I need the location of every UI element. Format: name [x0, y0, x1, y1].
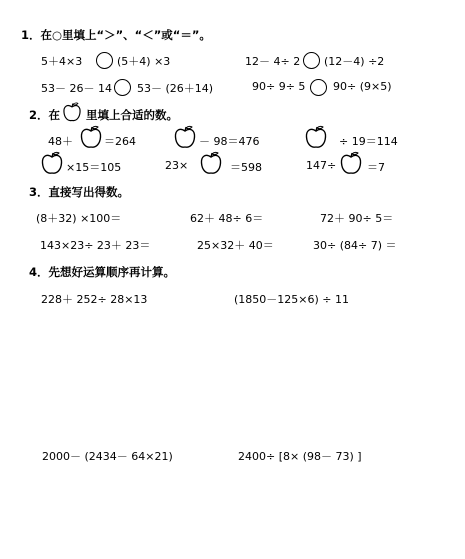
- section-2-title-prefix: 2．在: [29, 108, 61, 122]
- fill-before-6: 147÷: [306, 159, 337, 172]
- fill-after-4: ×15＝105: [66, 161, 122, 174]
- section-4-title: 4．先想好运算顺序再计算。: [29, 265, 176, 279]
- compare-right-1: (5＋4) ×3: [117, 55, 171, 68]
- mental-calc-1: (8＋32) ×100＝: [36, 212, 122, 225]
- compare-circle-2[interactable]: [303, 52, 320, 69]
- fill-after-6: ＝7: [367, 161, 385, 174]
- section-2-title-suffix: 里填上合适的数。: [86, 108, 178, 122]
- calc-problem-2: (1850－125×6) ÷ 11: [234, 293, 349, 306]
- apple-icon[interactable]: [40, 150, 64, 176]
- compare-right-2: (12－4) ÷2: [324, 55, 385, 68]
- mental-calc-4: 143×23÷ 23＋ 23＝: [40, 239, 151, 252]
- compare-left-3: 53－ 26－ 14: [41, 82, 112, 95]
- section-3-title: 3．直接写出得数。: [29, 185, 130, 199]
- fill-after-5: ＝598: [230, 161, 262, 174]
- fill-after-3: ÷ 19＝114: [339, 135, 398, 148]
- calc-problem-4: 2400÷ [8× (98－ 73) ]: [238, 450, 362, 463]
- compare-left-1: 5＋4×3: [41, 55, 83, 68]
- compare-circle-4[interactable]: [310, 79, 327, 96]
- calc-problem-1: 228＋ 252÷ 28×13: [41, 293, 148, 306]
- fill-before-5: 23×: [165, 159, 189, 172]
- apple-icon[interactable]: [339, 150, 363, 176]
- mental-calc-5: 25×32＋ 40＝: [197, 239, 274, 252]
- compare-circle-1[interactable]: [96, 52, 113, 69]
- apple-icon: [61, 101, 83, 123]
- compare-right-4: 90÷ (9×5): [333, 80, 392, 93]
- mental-calc-3: 72＋ 90÷ 5＝: [320, 212, 394, 225]
- section-1-title: 1．在○里填上“＞”、“＜”或“＝”。: [21, 28, 211, 42]
- fill-after-2: － 98＝476: [199, 135, 260, 148]
- compare-circle-3[interactable]: [114, 79, 131, 96]
- compare-right-3: 53－ (26＋14): [137, 82, 214, 95]
- fill-before-1: 48＋: [48, 135, 73, 148]
- calc-problem-3: 2000－ (2434－ 64×21): [42, 450, 173, 463]
- compare-left-4: 90÷ 9÷ 5: [252, 80, 306, 93]
- apple-icon[interactable]: [304, 124, 328, 150]
- mental-calc-2: 62＋ 48÷ 6＝: [190, 212, 264, 225]
- apple-icon[interactable]: [173, 124, 197, 150]
- fill-after-1: ＝264: [104, 135, 136, 148]
- apple-icon[interactable]: [79, 124, 103, 150]
- apple-icon[interactable]: [199, 150, 223, 176]
- compare-left-2: 12－ 4÷ 2: [245, 55, 301, 68]
- mental-calc-6: 30÷ (84÷ 7) ＝: [313, 239, 397, 252]
